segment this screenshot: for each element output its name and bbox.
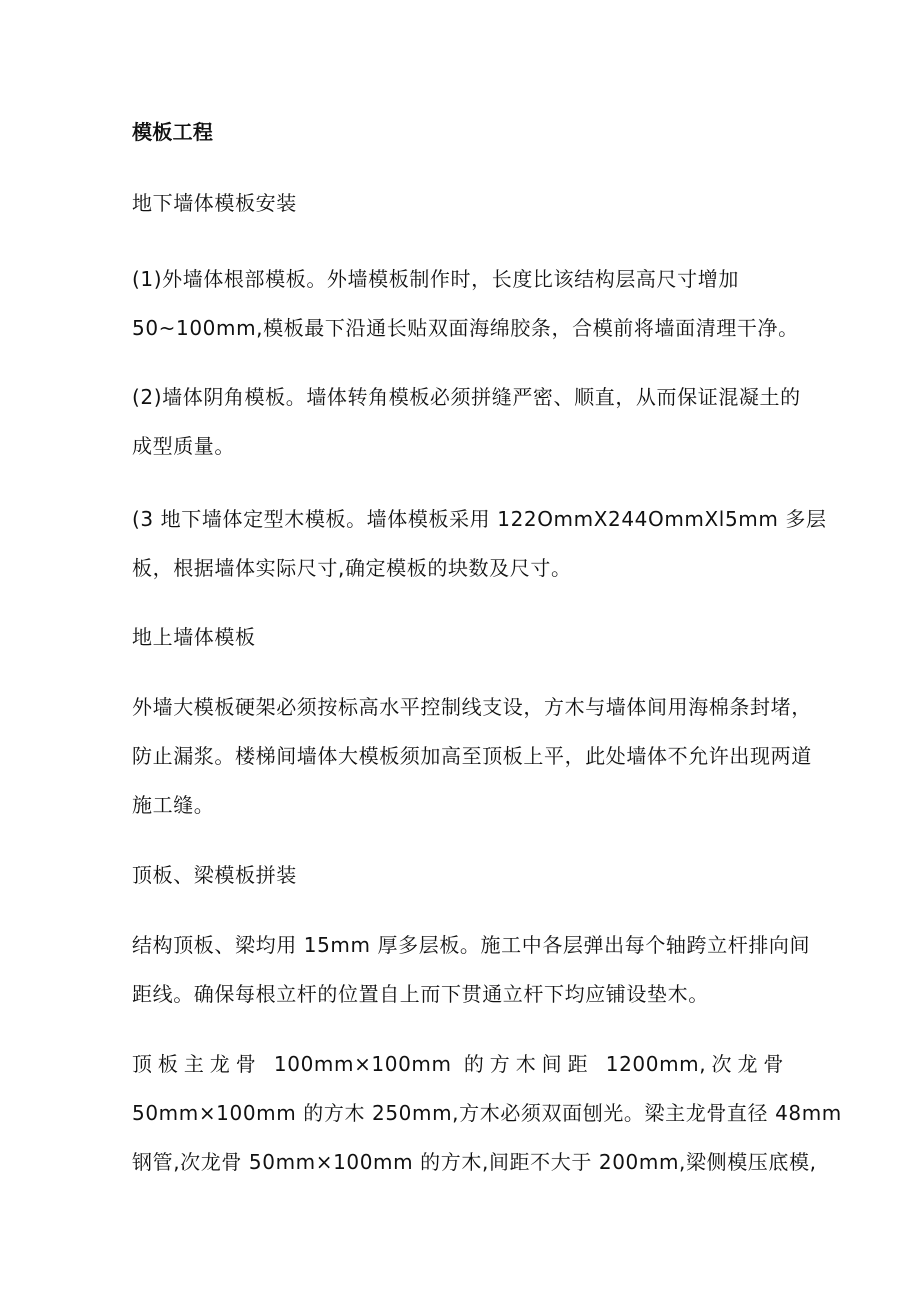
paragraph-line: 50~100mm,模板最下沿通长贴双面海绵胶条，合模前将墙面清理干净。 (132, 316, 799, 340)
paragraph-line: (2)墙体阴角模板。墙体转角模板必须拼缝严密、顺直，从而保证混凝土的 (132, 385, 801, 409)
paragraph-line: 外墙大模板硬架必须按标高水平控制线支设，方木与墙体间用海棉条封堵， (132, 695, 812, 719)
section-heading: 顶板、梁模板拼装 (132, 863, 297, 887)
document-title: 模板工程 (132, 120, 214, 144)
paragraph-line: (1)外墙体根部模板。外墙模板制作时，长度比该结构层高尺寸增加 (132, 267, 739, 291)
paragraph-line: 顶板主龙骨 100mm×100mm 的方木间距 1200mm,次龙骨 (132, 1052, 784, 1076)
paragraph-line: 50mm×100mm 的方木 250mm,方木必须双面刨光。梁主龙骨直径 48mm (132, 1101, 842, 1125)
paragraph-line: 距线。确保每根立杆的位置自上而下贯通立杆下均应铺设垫木。 (132, 982, 709, 1006)
section-heading: 地上墙体模板 (132, 625, 256, 649)
paragraph-line: 施工缝。 (132, 793, 215, 817)
paragraph-line: (3 地下墙体定型木模板。墙体模板采用 122OmmX244OmmXl5mm 多层 (132, 507, 827, 531)
paragraph-line: 成型质量。 (132, 434, 235, 458)
paragraph-line: 防止漏浆。楼梯间墙体大模板须加高至顶板上平，此处墙体不允许出现两道 (132, 744, 812, 768)
paragraph-line: 结构顶板、梁均用 15mm 厚多层板。施工中各层弹出每个轴跨立杆排向间 (132, 933, 811, 957)
paragraph-line: 板，根据墙体实际尺寸,确定模板的块数及尺寸。 (132, 556, 572, 580)
section-heading: 地下墙体模板安装 (132, 191, 297, 215)
paragraph-line: 钢管,次龙骨 50mm×100mm 的方木,间距不大于 200mm,梁侧模压底模, (132, 1150, 817, 1174)
